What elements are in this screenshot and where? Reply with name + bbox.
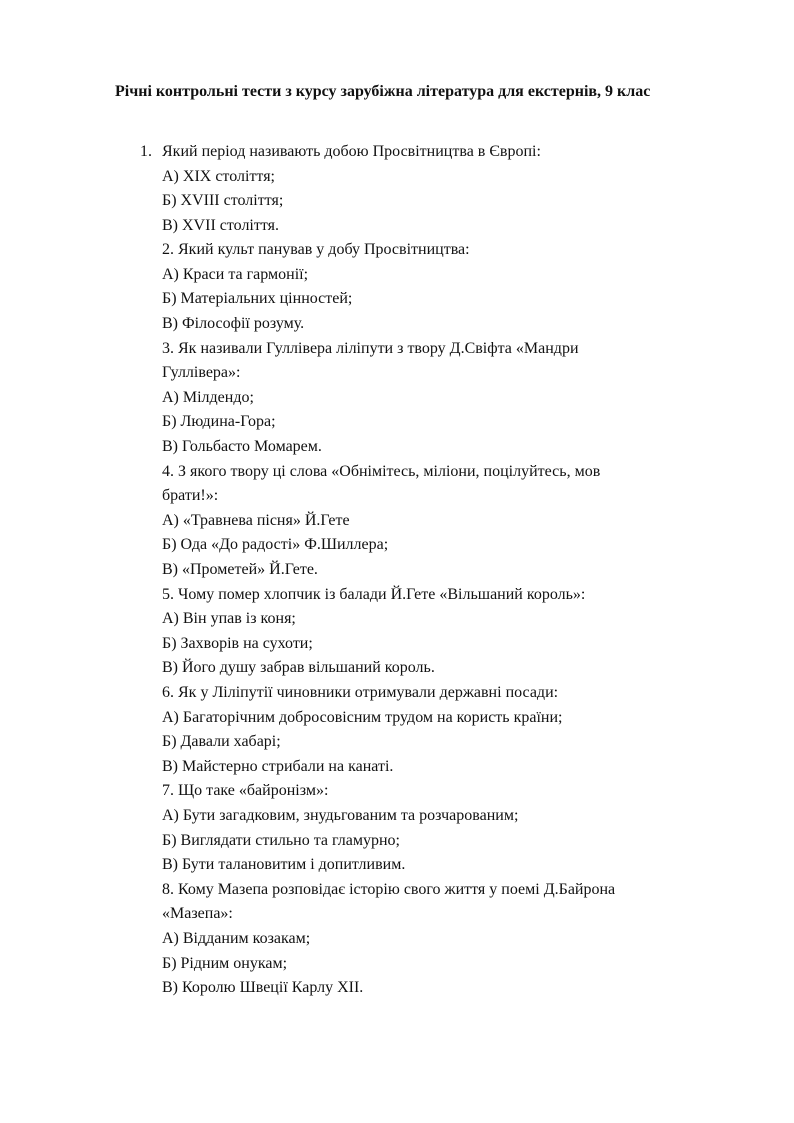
question-3-text-line-1: 3. Як називали Гуллівера ліліпути з твору Д.Свіфта «Мандри [162,339,579,357]
question-8-text-line-1: 8. Кому Мазепа розповідає історію свого життя у поемі Д.Байрона [162,880,616,898]
question-8-option-a: А) Відданим козакам; [162,929,311,947]
question-2-option-b: Б) Матеріальних цінностей; [162,290,353,308]
question-3-option-b: Б) Людина-Гора; [162,413,276,431]
question-3-text-line-2: Гуллівера»: [162,364,241,382]
question-8-text-line-2: «Мазепа»: [162,905,233,923]
question-6-option-c: В) Майстерно стрибали на канаті. [162,757,394,775]
question-4-text-line-1: 4. З якого твору ці слова «Обнімітесь, міліони, поцілуйтесь, мов [162,462,601,480]
question-6-option-b: Б) Давали хабарі; [162,733,281,751]
question-6-text: 6. Як у Ліліпутії чиновники отримували державні посади: [162,683,559,701]
question-2-text: 2. Який культ панував у добу Просвітництва: [162,241,470,259]
question-4-text-line-2: брати!»: [162,487,219,505]
question-1 [140,140,541,164]
question-1-option-a: А) XIX століття; [162,167,275,185]
question-1-option-c: В) XVII століття. [162,216,279,234]
question-4-option-c: В) «Прометей» Й.Гете. [162,561,318,578]
question-5-option-a: А) Він упав із коня; [162,610,296,628]
question-6-option-a: А) Багаторічним добросовісним трудом на користь країни; [162,708,563,726]
document-title: Річні контрольні тести з курсу зарубіжна література для екстернів, 9 клас [115,83,651,100]
question-5-text: 5. Чому помер хлопчик із балади Й.Гете «Вільшаний король»: [162,585,586,603]
question-7-option-b: Б) Виглядати стильно та гламурно; [162,831,400,849]
question-8-option-b: Б) Рідним онукам; [162,954,288,972]
question-7-text: 7. Що таке «байронізм»: [162,782,329,800]
question-1-option-b: Б) XVIII століття; [162,192,284,210]
question-3-option-c: В) Гольбасто Момарем. [162,438,322,456]
question-1-number: 1. [140,143,152,160]
question-5-option-b: Б) Захворів на сухоти; [162,634,313,652]
questions-list [162,165,722,1001]
question-1-text: Який період називають добою Просвітництва в Європі: [162,143,541,160]
question-4-option-b: Б) Ода «До радості» Ф.Шиллера; [162,536,389,554]
question-2-option-c: В) Філософії розуму. [162,315,305,333]
question-5-option-c: В) Його душу забрав вільшаний король. [162,659,435,677]
question-8-option-c: В) Королю Швеції Карлу XII. [162,979,364,997]
question-4-option-a: А) «Травнева пісня» Й.Гете [162,511,350,529]
question-3-option-a: А) Мілдендо; [162,388,254,406]
question-2-option-a: А) Краси та гармонії; [162,265,309,283]
question-7-option-a: А) Бути загадковим, знудьгованим та розчарованим; [162,806,519,824]
question-7-option-c: В) Бути талановитим і допитливим. [162,856,406,874]
